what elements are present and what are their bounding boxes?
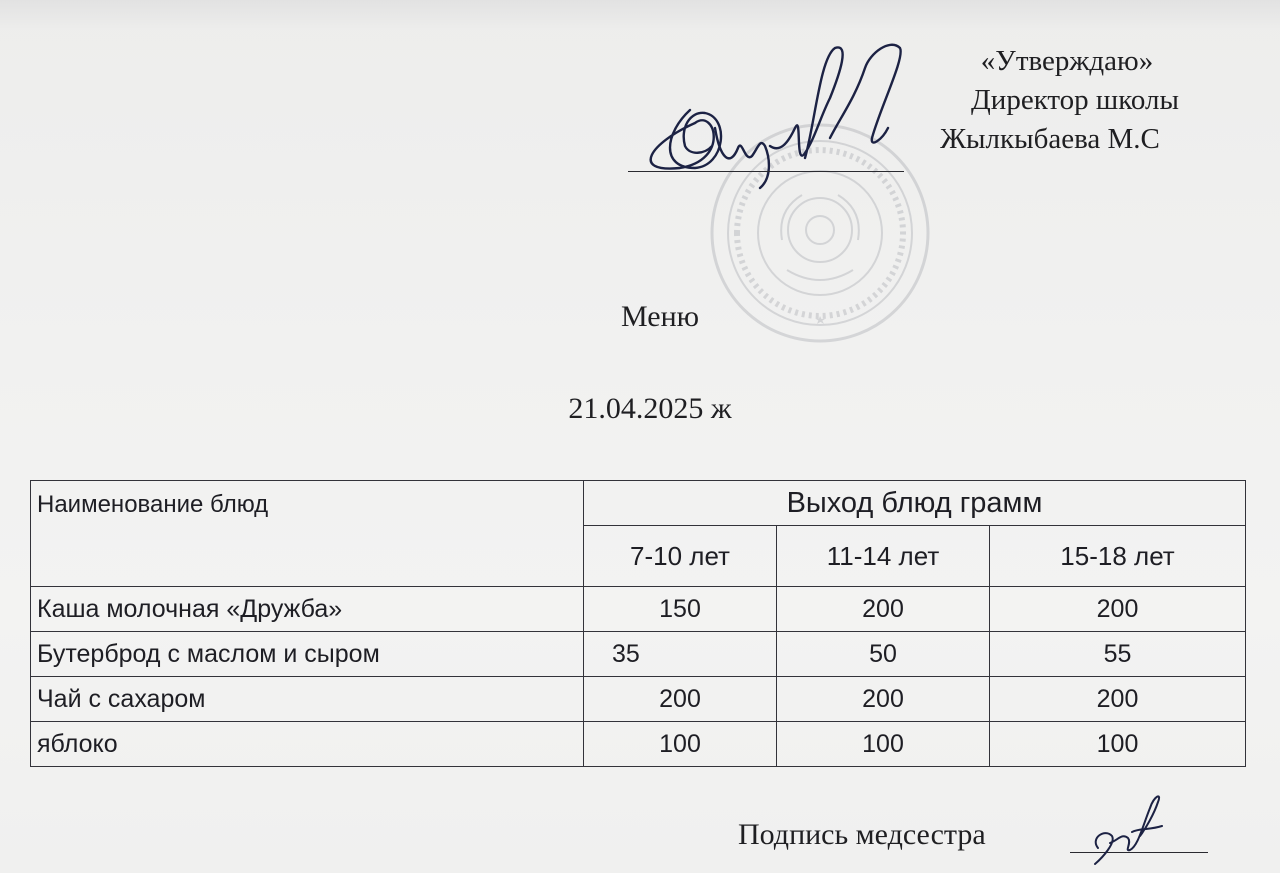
column-header-age-7-10: 7-10 лет: [584, 526, 777, 587]
page-title: Меню: [620, 300, 700, 333]
portion-11-14: 100: [777, 722, 990, 767]
menu-table: [30, 480, 1246, 767]
dish-name: Каша молочная «Дружба»: [31, 587, 584, 632]
portion-7-10: 100: [584, 722, 777, 767]
dish-name: Бутерброд с маслом и сыром: [31, 632, 584, 677]
portion-11-14: 50: [777, 632, 990, 677]
document-date: 21.04.2025 ж: [568, 392, 732, 425]
portion-7-10: 35: [584, 632, 777, 677]
approval-heading: «Утверждаю»: [980, 45, 1154, 77]
portion-11-14: 200: [777, 677, 990, 722]
portion-7-10: 200: [584, 677, 777, 722]
approval-person: Жылкыбаева М.С: [940, 123, 1160, 155]
handwritten-signature-icon: [1080, 788, 1170, 868]
portion-15-18: 200: [990, 677, 1246, 722]
table-row: [31, 722, 1246, 767]
table-row: [31, 587, 1246, 632]
dish-name: Чай с сахаром: [31, 677, 584, 722]
dish-name: яблоко: [31, 722, 584, 767]
approval-block: [905, 42, 1205, 159]
portion-7-10: 150: [584, 587, 777, 632]
column-header-output: Выход блюд грамм: [584, 481, 1246, 526]
column-header-age-15-18: 15-18 лет: [990, 526, 1246, 587]
director-signature-line: [628, 171, 904, 172]
portion-15-18: 200: [990, 587, 1246, 632]
table-header-row: [31, 481, 1246, 526]
paper-shadow: [0, 0, 1280, 30]
portion-11-14: 200: [777, 587, 990, 632]
portion-15-18: 100: [990, 722, 1246, 767]
table-row: [31, 677, 1246, 722]
portion-15-18: 55: [990, 632, 1246, 677]
column-header-dish-name: Наименование блюд: [31, 481, 584, 587]
column-header-age-11-14: 11-14 лет: [777, 526, 990, 587]
table-row: [31, 632, 1246, 677]
approval-position: Директор школы: [971, 84, 1179, 116]
nurse-signature-label: Подпись медсестра: [738, 818, 986, 851]
handwritten-signature-icon: [620, 28, 920, 198]
